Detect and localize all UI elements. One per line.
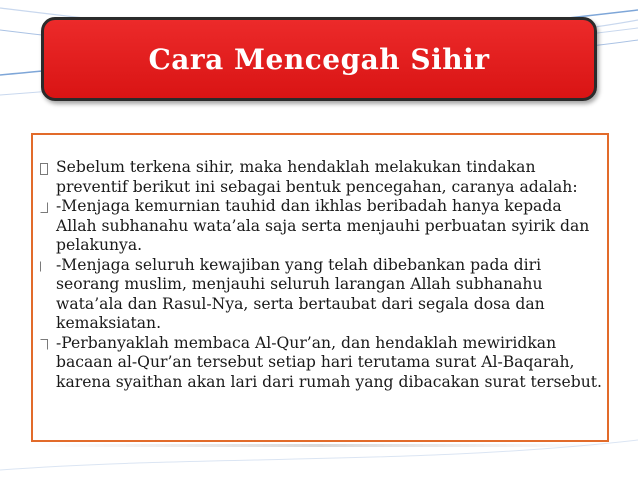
bullet-item-4 bbox=[40, 334, 605, 393]
content-shadow bbox=[30, 444, 610, 447]
bullet-marker-icon bbox=[40, 261, 48, 272]
slide-title: Cara Mencegah Sihir bbox=[148, 42, 490, 76]
bullet-marker-icon bbox=[40, 202, 48, 213]
bullet-text: -Menjaga kemurnian tauhid dan ikhlas beribadah hanya kepada Allah subhanahu wata’ala saja serta menjauhi perbuatan syirik dan pelakunya. bbox=[56, 197, 590, 254]
bullet-item-1 bbox=[40, 158, 605, 197]
bullet-text: -Menjaga seluruh kewajiban yang telah dibebankan pada diri seorang muslim, menjauhi seluruh larangan Allah subhanahu wata’ala dan Rasul-Nya, serta bertaubat dari segala dosa dan kemaksiatan. bbox=[56, 255, 545, 332]
bullet-marker-icon bbox=[40, 163, 48, 175]
bullet-item-2 bbox=[40, 197, 605, 256]
bullet-list bbox=[40, 158, 605, 392]
bullet-text: Sebelum terkena sihir, maka hendaklah melakukan tindakan preventif berikut ini sebagai bentuk pencegahan, caranya adalah: bbox=[56, 158, 578, 196]
bullet-text: -Perbanyaklah membaca Al-Qur’an, dan hendaklah mewiridkan bacaan al-Qur’an tersebut setiap hari terutama surat Al-Baqarah, karena syaithan akan lari dari rumah yang dibacakan surat tersebut. bbox=[56, 333, 602, 391]
bullet-item-3 bbox=[40, 256, 605, 334]
bullet-marker-icon bbox=[40, 339, 48, 350]
title-banner bbox=[41, 17, 597, 101]
